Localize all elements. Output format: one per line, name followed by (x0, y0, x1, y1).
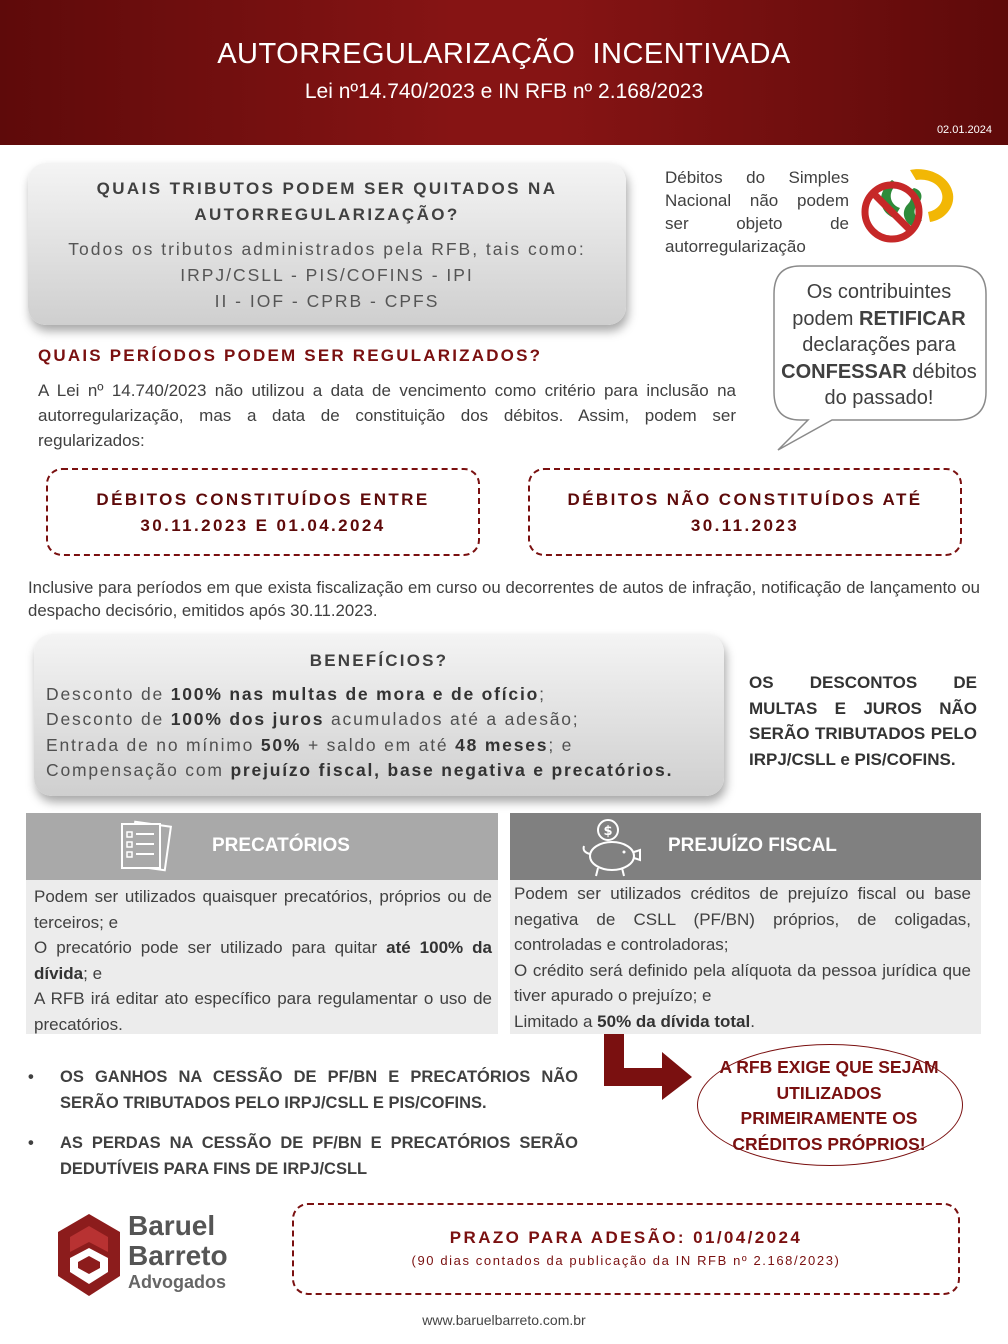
svg-text:$: $ (603, 824, 613, 839)
prazo-subtitle: (90 dias contados da publicação da IN RFB nº 2.168/2023) (411, 1253, 841, 1268)
precatorios-text (34, 884, 492, 1037)
inclusive-text: Inclusive para períodos em que exista fiscalização em curso ou decorrentes de autos de infração, notificação de lançamento ou despacho decisório, emitidos após 30.11.2023. (28, 578, 980, 620)
bullet-list (28, 1064, 578, 1196)
simples-prohibited-icon (858, 164, 958, 250)
page-subtitle: Lei nº14.740/2023 e IN RFB nº 2.168/2023 (304, 80, 704, 103)
beneficio-multas: Desconto de 100% nas multas de mora e de ofício; (46, 684, 546, 704)
piggy-bank-icon (578, 816, 644, 878)
periodos-text: A Lei nº 14.740/2023 não utilizou a data de vencimento como critério para inclusão na autorregularização, mas a data de constituição dos débitos. Assim, podem ser regularizados: (38, 381, 736, 450)
nao-constituidos-text: DÉBITOS NÃO CONSTITUÍDOS ATÉ 30.11.2023 (567, 490, 923, 535)
prejuizo-p1: Podem ser utilizados créditos de prejuízo fiscal ou base negativa de CSLL (PF/BN) próprios, de coligadas, controladas e controladoras; (514, 884, 971, 954)
tributos-line: II - IOF - CPRB - CPFS (214, 291, 440, 311)
header-banner (0, 0, 1008, 145)
page-title: AUTORREGULARIZAÇÃO INCENTIVADA (217, 38, 791, 70)
logo-advogados: Advogados (128, 1272, 227, 1292)
bullet-perdas: • AS PERDAS NA CESSÃO DE PF/BN E PRECATÓRIOS SERÃO DEDUTÍVEIS PARA FINS DE IRPJ/CSLL (28, 1134, 578, 1178)
bent-arrow-icon (598, 1034, 698, 1100)
precatorios-title: PRECATÓRIOS (212, 835, 350, 856)
prejuizo-p2: O crédito será definido pela alíquota da pessoa jurídica que tiver apurado o prejuízo; e (514, 960, 971, 1005)
constituidos-text: DÉBITOS CONSTITUÍDOS ENTRE 30.11.2023 E 01.04.2024 (96, 490, 430, 535)
beneficio-compensacao: Compensação com prejuízo fiscal, base negativa e precatórios. (46, 760, 674, 780)
descontos-note: OS DESCONTOS DE MULTAS E JUROS NÃO SERÃO TRIBUTADOS PELO IRPJ/CSLL e PIS/COFINS. (749, 673, 977, 769)
tributos-line: IRPJ/CSLL - PIS/COFINS - IPI (180, 265, 474, 285)
website-link[interactable]: www.baruelbarreto.com.br (422, 1312, 586, 1328)
simples-nacional-note: Débitos do Simples Nacional não podem ser objeto de autorregularização (665, 168, 849, 256)
precatorios-p1: Podem ser utilizados quaisquer precatórios, próprios ou de terceiros; e (34, 887, 492, 932)
publication-date: 02.01.2024 (936, 124, 992, 136)
tributos-title: QUAIS TRIBUTOS PODEM SER QUITADOS NA AUTORREGULARIZAÇÃO? (96, 179, 558, 224)
logo-baruel: Baruel (128, 1210, 216, 1241)
logo-barreto: Barreto (128, 1240, 228, 1271)
beneficio-entrada: Entrada de no mínimo 50% + saldo em até 48 meses; e (46, 735, 574, 755)
retificar-note: Os contribuintes podem RETIFICAR declarações para CONFESSAR débitos do passado! (781, 281, 977, 409)
prazo-box (292, 1203, 960, 1295)
prejuizo-text (514, 881, 971, 1034)
tributos-line: Todos os tributos administrados pela RFB, tais como: (68, 239, 586, 259)
baruel-barreto-logo-icon (56, 1212, 122, 1298)
document-list-icon (116, 820, 176, 872)
precatorios-p2: O precatório pode ser utilizado para quitar até 100% da dívida; e (34, 938, 492, 983)
prejuizo-title: PREJUÍZO FISCAL (668, 835, 837, 856)
tributos-list (28, 236, 626, 314)
prejuizo-p3: Limitado a 50% da dívida total. (514, 1011, 755, 1031)
beneficio-juros: Desconto de 100% dos juros acumulados até a adesão; (46, 709, 580, 729)
bullet-ganhos: • OS GANHOS NA CESSÃO DE PF/BN E PRECATÓRIOS NÃO SERÃO TRIBUTADOS PELO IRPJ/CSLL E PIS/COFINS. (28, 1068, 578, 1112)
prazo-title: PRAZO PARA ADESÃO: 01/04/2024 (449, 1228, 803, 1247)
periodos-title: QUAIS PERÍODOS PODEM SER REGULARIZADOS? (38, 346, 543, 365)
beneficios-title: BENEFÍCIOS? (309, 651, 449, 670)
precatorios-p3: A RFB irá editar ato específico para regulamentar o uso de precatórios. (34, 989, 492, 1034)
rfb-note-text: A RFB EXIGE QUE SEJAM UTILIZADOS PRIMEIRAMENTE OS CRÉDITOS PRÓPRIOS! (719, 1057, 939, 1154)
